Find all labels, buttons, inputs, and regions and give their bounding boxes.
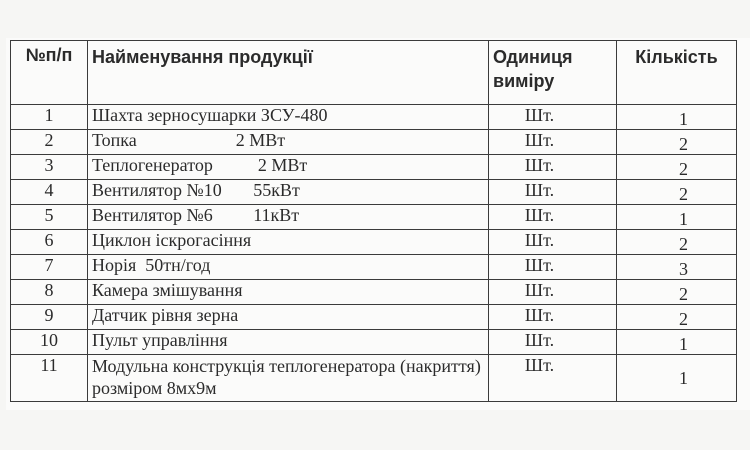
table-row — [11, 330, 737, 355]
row-number: 4 — [11, 180, 88, 205]
product-name: Шахта зерносушарки ЗСУ-480 — [88, 105, 489, 130]
unit-cell: Шт. — [489, 280, 617, 305]
unit-cell: Шт. — [489, 230, 617, 255]
table-row — [11, 305, 737, 330]
unit-cell: Шт. — [489, 105, 617, 130]
row-number: 7 — [11, 255, 88, 280]
table-header-row — [11, 41, 737, 105]
table-row — [11, 155, 737, 180]
unit-cell: Шт. — [489, 155, 617, 180]
quantity-cell: 2 — [617, 180, 737, 205]
column-header-quantity: Кількість — [617, 41, 737, 105]
product-table — [10, 40, 737, 402]
column-header-name: Найменування продукції — [88, 41, 489, 105]
row-number: 5 — [11, 205, 88, 230]
quantity-cell: 1 — [617, 105, 737, 130]
product-name: Пульт управління — [88, 330, 489, 355]
product-name: Камера змішування — [88, 280, 489, 305]
row-number: 9 — [11, 305, 88, 330]
unit-cell: Шт. — [489, 130, 617, 155]
quantity-cell: 2 — [617, 230, 737, 255]
row-number: 3 — [11, 155, 88, 180]
table-row — [11, 205, 737, 230]
quantity-cell: 2 — [617, 130, 737, 155]
product-name: Модульна конструкція теплогенератора (накриття) розміром 8мх9м — [88, 355, 489, 402]
unit-cell: Шт. — [489, 255, 617, 280]
quantity-cell: 2 — [617, 305, 737, 330]
row-number: 6 — [11, 230, 88, 255]
row-number: 11 — [11, 355, 88, 402]
table-row — [11, 180, 737, 205]
unit-cell: Шт. — [489, 330, 617, 355]
unit-cell: Шт. — [489, 305, 617, 330]
row-number: 10 — [11, 330, 88, 355]
product-name: Циклон іскрогасіння — [88, 230, 489, 255]
quantity-cell: 1 — [617, 355, 737, 402]
quantity-cell: 1 — [617, 330, 737, 355]
row-number: 1 — [11, 105, 88, 130]
row-number: 8 — [11, 280, 88, 305]
product-name: Топка 2 МВт — [88, 130, 489, 155]
quantity-cell: 3 — [617, 255, 737, 280]
quantity-cell: 1 — [617, 205, 737, 230]
table-row — [11, 130, 737, 155]
table-row — [11, 105, 737, 130]
table-row — [11, 280, 737, 305]
unit-cell: Шт. — [489, 180, 617, 205]
table-row — [11, 230, 737, 255]
unit-cell: Шт. — [489, 355, 617, 402]
unit-cell: Шт. — [489, 205, 617, 230]
row-number: 2 — [11, 130, 88, 155]
product-name: Норія 50тн/год — [88, 255, 489, 280]
product-name: Вентилятор №10 55кВт — [88, 180, 489, 205]
table-row — [11, 255, 737, 280]
column-header-unit: Одиниця виміру — [489, 41, 617, 105]
product-name: Вентилятор №6 11кВт — [88, 205, 489, 230]
quantity-cell: 2 — [617, 155, 737, 180]
table-row — [11, 355, 737, 402]
product-name: Теплогенератор 2 МВт — [88, 155, 489, 180]
column-header-number: №п/п — [11, 41, 88, 105]
quantity-cell: 2 — [617, 280, 737, 305]
product-name: Датчик рівня зерна — [88, 305, 489, 330]
